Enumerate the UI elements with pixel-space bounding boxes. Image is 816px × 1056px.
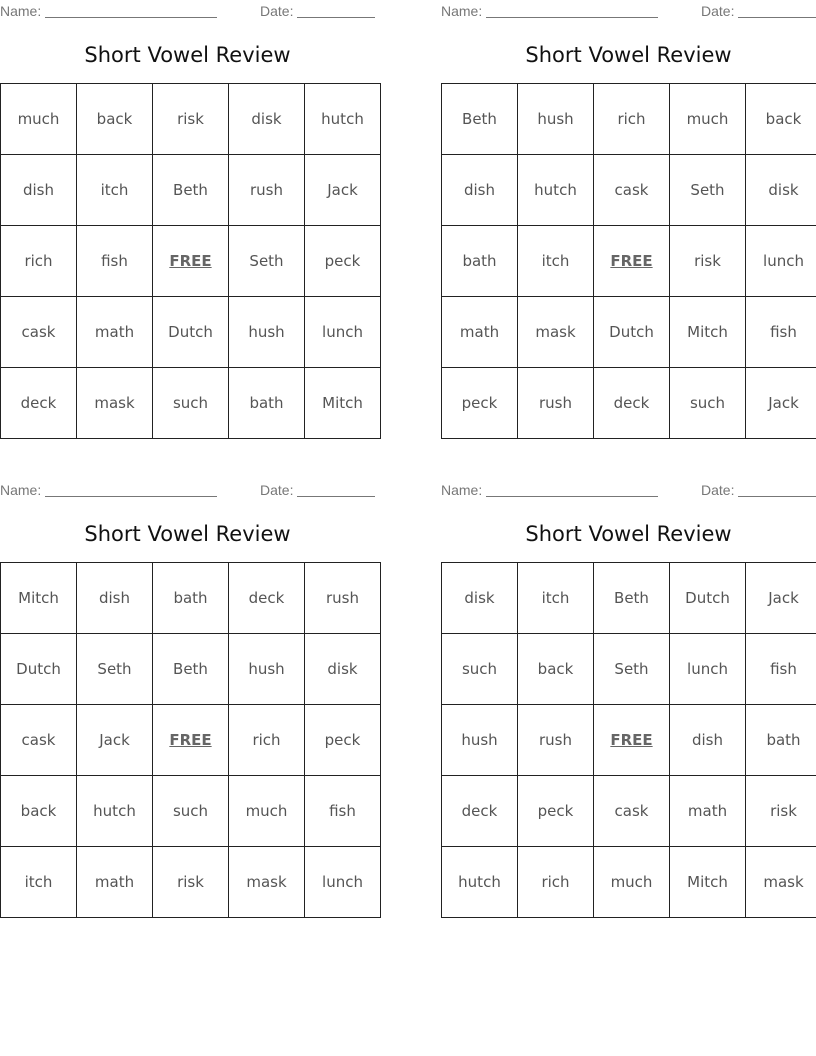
grid-cell: mask [229, 847, 305, 918]
grid-cell: fish [746, 297, 816, 368]
grid-cell: rich [518, 847, 594, 918]
grid-row [1, 368, 381, 439]
grid-cell: fish [746, 634, 816, 705]
grid-cell: Mitch [1, 563, 77, 634]
grid-cell: back [518, 634, 594, 705]
grid-row [1, 226, 381, 297]
grid-cell: such [442, 634, 518, 705]
grid-cell: Beth [153, 155, 229, 226]
free-space-cell: FREE [153, 705, 229, 776]
name-date-row [441, 2, 816, 20]
grid-cell: much [594, 847, 670, 918]
grid-cell: cask [594, 155, 670, 226]
name-date-row [441, 481, 816, 499]
date-blank-line [738, 496, 816, 497]
grid-cell: risk [153, 84, 229, 155]
name-label: Name: [0, 482, 42, 498]
grid-cell: hush [229, 297, 305, 368]
grid-cell: hutch [77, 776, 153, 847]
grid-row [1, 705, 381, 776]
grid-row [1, 847, 381, 918]
grid-cell: itch [518, 226, 594, 297]
name-label: Name: [441, 3, 483, 19]
name-label: Name: [0, 3, 42, 19]
grid-cell: Mitch [305, 368, 381, 439]
date-blank-line [297, 496, 375, 497]
grid-cell: Dutch [594, 297, 670, 368]
grid-cell: Beth [442, 84, 518, 155]
date-label: Date: [260, 3, 294, 19]
grid-cell: cask [1, 297, 77, 368]
grid-cell: Seth [670, 155, 746, 226]
grid-cell: math [77, 297, 153, 368]
grid-cell: lunch [746, 226, 816, 297]
grid-cell: itch [77, 155, 153, 226]
name-date-row [0, 481, 375, 499]
grid-cell: Seth [594, 634, 670, 705]
name-label: Name: [441, 482, 483, 498]
grid-cell: Seth [77, 634, 153, 705]
grid-row [442, 847, 816, 918]
grid-cell: rich [229, 705, 305, 776]
grid-cell: Jack [746, 563, 816, 634]
grid-cell: Jack [305, 155, 381, 226]
grid-cell: much [670, 84, 746, 155]
grid-row [1, 155, 381, 226]
date-label: Date: [260, 482, 294, 498]
name-date-row [0, 2, 375, 20]
grid-row [442, 776, 816, 847]
grid-row [442, 155, 816, 226]
grid-cell: rush [305, 563, 381, 634]
grid-cell: risk [153, 847, 229, 918]
grid-cell: such [153, 776, 229, 847]
grid-cell: Dutch [153, 297, 229, 368]
grid-row [1, 776, 381, 847]
grid-cell: disk [746, 155, 816, 226]
grid-cell: such [670, 368, 746, 439]
grid-cell: disk [229, 84, 305, 155]
grid-cell: peck [518, 776, 594, 847]
grid-row [1, 563, 381, 634]
grid-cell: dish [77, 563, 153, 634]
grid-cell: back [1, 776, 77, 847]
bingo-grid [0, 562, 381, 918]
grid-cell: fish [77, 226, 153, 297]
grid-cell: bath [229, 368, 305, 439]
grid-cell: disk [305, 634, 381, 705]
grid-cell: deck [1, 368, 77, 439]
grid-row [442, 563, 816, 634]
name-blank-line [486, 496, 658, 497]
grid-cell: bath [746, 705, 816, 776]
free-space-cell: FREE [594, 705, 670, 776]
grid-row [1, 297, 381, 368]
grid-cell: peck [305, 226, 381, 297]
grid-cell: Jack [746, 368, 816, 439]
grid-cell: much [229, 776, 305, 847]
grid-cell: Jack [77, 705, 153, 776]
card-title: Short Vowel Review [84, 522, 291, 546]
grid-cell: risk [746, 776, 816, 847]
grid-cell: Beth [594, 563, 670, 634]
grid-cell: dish [442, 155, 518, 226]
grid-row [1, 84, 381, 155]
grid-cell: hush [518, 84, 594, 155]
bingo-card-4 [441, 479, 816, 913]
card-title: Short Vowel Review [84, 43, 291, 67]
grid-cell: deck [442, 776, 518, 847]
grid-cell: hush [229, 634, 305, 705]
grid-row [442, 297, 816, 368]
date-blank-line [297, 17, 375, 18]
grid-cell: rush [518, 705, 594, 776]
grid-cell: risk [670, 226, 746, 297]
name-blank-line [486, 17, 658, 18]
grid-cell: back [746, 84, 816, 155]
grid-cell: lunch [670, 634, 746, 705]
bingo-grid [0, 83, 381, 439]
grid-cell: lunch [305, 847, 381, 918]
grid-row [1, 634, 381, 705]
free-space-cell: FREE [153, 226, 229, 297]
grid-cell: Seth [229, 226, 305, 297]
grid-cell: back [77, 84, 153, 155]
grid-cell: Mitch [670, 297, 746, 368]
grid-cell: itch [1, 847, 77, 918]
grid-row [442, 84, 816, 155]
grid-cell: cask [594, 776, 670, 847]
bingo-card-3 [0, 479, 375, 913]
card-title: Short Vowel Review [525, 522, 732, 546]
grid-cell: mask [77, 368, 153, 439]
grid-cell: Dutch [1, 634, 77, 705]
grid-cell: hutch [305, 84, 381, 155]
grid-cell: mask [746, 847, 816, 918]
grid-cell: math [77, 847, 153, 918]
grid-cell: deck [229, 563, 305, 634]
grid-cell: hutch [518, 155, 594, 226]
grid-cell: rush [518, 368, 594, 439]
grid-cell: math [670, 776, 746, 847]
grid-cell: dish [1, 155, 77, 226]
grid-cell: disk [442, 563, 518, 634]
card-title: Short Vowel Review [525, 43, 732, 67]
grid-row [442, 368, 816, 439]
grid-cell: hush [442, 705, 518, 776]
grid-cell: such [153, 368, 229, 439]
grid-row [442, 226, 816, 297]
bingo-grid [441, 562, 816, 918]
bingo-card-2 [441, 0, 816, 434]
grid-cell: rich [594, 84, 670, 155]
grid-cell: dish [670, 705, 746, 776]
grid-cell: mask [518, 297, 594, 368]
grid-cell: peck [305, 705, 381, 776]
grid-cell: itch [518, 563, 594, 634]
grid-cell: lunch [305, 297, 381, 368]
grid-cell: hutch [442, 847, 518, 918]
date-label: Date: [701, 3, 735, 19]
free-space-cell: FREE [594, 226, 670, 297]
grid-row [442, 705, 816, 776]
grid-cell: peck [442, 368, 518, 439]
grid-row [442, 634, 816, 705]
grid-cell: bath [153, 563, 229, 634]
grid-cell: Dutch [670, 563, 746, 634]
grid-cell: rich [1, 226, 77, 297]
grid-cell: deck [594, 368, 670, 439]
grid-cell: Beth [153, 634, 229, 705]
grid-cell: rush [229, 155, 305, 226]
grid-cell: math [442, 297, 518, 368]
bingo-card-1 [0, 0, 375, 434]
grid-cell: fish [305, 776, 381, 847]
name-blank-line [45, 496, 217, 497]
grid-cell: Mitch [670, 847, 746, 918]
date-label: Date: [701, 482, 735, 498]
bingo-grid [441, 83, 816, 439]
name-blank-line [45, 17, 217, 18]
grid-cell: much [1, 84, 77, 155]
grid-cell: bath [442, 226, 518, 297]
date-blank-line [738, 17, 816, 18]
grid-cell: cask [1, 705, 77, 776]
